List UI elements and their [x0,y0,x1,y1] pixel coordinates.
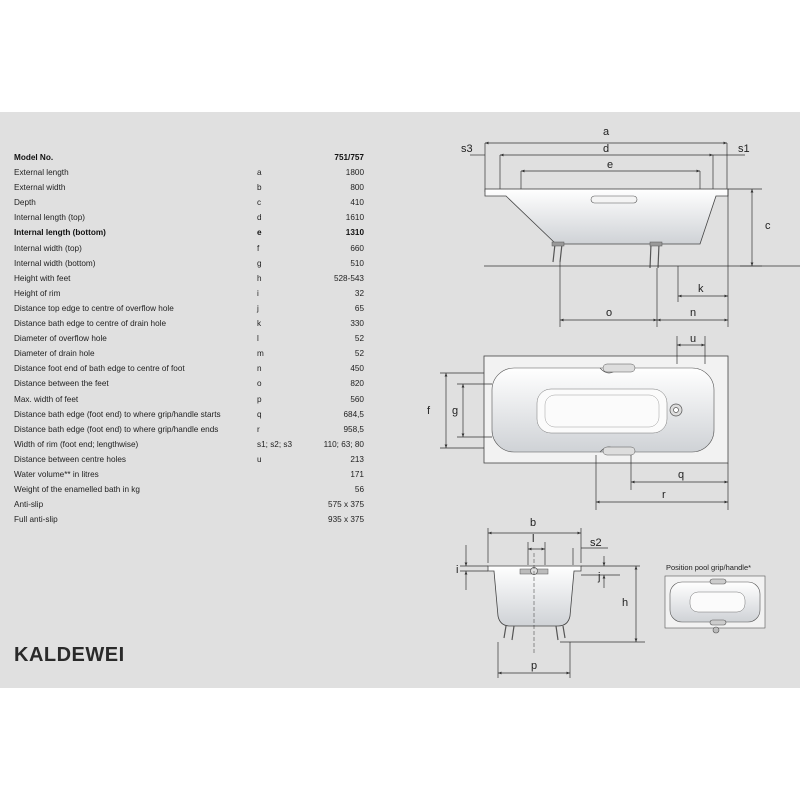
spec-symbol: d [257,213,262,223]
dim-label-s1: s1 [738,143,750,155]
dim-label-l: l [532,533,535,545]
spec-value: 575 x 375 [328,500,364,510]
dim-label-i: i [456,564,459,576]
spec-symbol: m [257,349,264,359]
spec-label: Distance between centre holes [14,454,126,464]
pool-grip-caption: Position pool grip/handle* [666,563,752,572]
spec-label: Internal length (top) [14,213,86,223]
spec-value: 510 [350,258,364,268]
pool-grip-thumbnail [665,576,765,633]
side-view [470,143,800,327]
spec-symbol: f [257,243,260,253]
spec-label: Width of rim (foot end; lengthwise) [14,439,139,449]
spec-symbol: c [257,198,262,208]
spec-value: 56 [354,485,364,495]
spec-label: Depth [14,198,36,208]
spec-value: 1310 [345,228,364,238]
spec-label: Distance bath edge to centre of drain hole [14,319,167,329]
spec-value: 560 [350,394,364,404]
spec-value: 32 [354,288,364,298]
spec-value: 52 [354,334,364,344]
spec-label: Distance foot end of bath edge to centre of foot [14,364,185,374]
dim-label-g: g [452,405,459,417]
dim-label-d: d [602,143,610,155]
dim-label-a: a [602,126,610,138]
spec-symbol: r [257,424,260,434]
dim-label-f: f [427,405,431,417]
spec-header-value: 751/757 [334,153,364,162]
end-view [460,528,645,678]
spec-label: External width [14,183,66,193]
dim-label-e: e [606,159,614,171]
spec-label: Full anti-slip [14,515,58,525]
spec-symbol: b [257,183,262,193]
spec-label: Internal width (top) [14,243,82,253]
dim-label-c: c [765,220,771,232]
spec-value: 213 [350,454,364,464]
spec-label: Distance bath edge (foot end) to where grip/handle starts [14,409,221,419]
spec-label: Max. width of feet [14,394,79,404]
spec-label: Diameter of overflow hole [14,334,107,344]
dim-label-s2: s2 [590,537,602,549]
spec-symbol: s1; s2; s3 [257,439,293,449]
spec-symbol: i [257,288,259,298]
dim-label-p: p [531,660,538,672]
spec-value: 65 [354,303,364,313]
spec-value: 660 [350,243,364,253]
spec-label: Height of rim [14,288,61,298]
spec-label: External length [14,168,69,178]
dim-label-u: u [690,333,697,345]
spec-symbol: q [257,409,262,419]
spec-symbol: h [257,273,262,283]
spec-value: 1800 [345,168,364,178]
spec-symbol: a [257,168,262,178]
spec-value: 684,5 [343,409,364,419]
dim-label-k: k [698,283,704,295]
spec-label: Diameter of drain hole [14,349,95,359]
spec-label: Distance bath edge (foot end) to where grip/handle ends [14,424,219,434]
spec-label: Height with feet [14,273,71,283]
dim-label-j: j [598,571,601,583]
spec-value: 171 [350,469,364,479]
spec-label: Anti-slip [14,500,44,510]
spec-value: 935 x 375 [328,515,364,525]
spec-symbol: u [257,454,262,464]
dim-label-s3: s3 [461,143,473,155]
spec-value: 330 [350,319,364,329]
spec-header-label: Model No. [14,153,54,162]
spec-symbol: j [257,303,259,313]
spec-value: 52 [354,349,364,359]
spec-label: Weight of the enamelled bath in kg [14,485,140,495]
top-view [440,336,728,510]
spec-symbol: n [257,364,262,374]
spec-label: Internal width (bottom) [14,258,96,268]
spec-value: 958,5 [343,424,364,434]
spec-value: 450 [350,364,364,374]
spec-symbol: p [257,394,262,404]
dim-label-n: n [690,307,697,319]
spec-label: Water volume** in litres [14,469,99,479]
spec-label: Distance top edge to centre of overflow hole [14,303,174,313]
spec-symbol: o [257,379,262,389]
spec-label: Distance between the feet [14,379,109,389]
spec-value: 800 [350,183,364,193]
dim-label-b: b [530,517,537,529]
spec-value: 528-543 [333,273,364,283]
spec-symbol: l [257,334,259,344]
spec-label: Internal length (bottom) [14,228,106,238]
brand-logo: KALDEWEI [14,644,125,666]
spec-value: 820 [350,379,364,389]
spec-symbol: g [257,258,262,268]
dim-label-r: r [662,489,666,501]
dim-label-q: q [678,469,685,481]
dim-label-o: o [606,307,613,319]
dim-label-h: h [622,597,629,609]
spec-value: 110; 63; 80 [323,439,364,449]
spec-symbol: e [257,228,262,238]
spec-symbol: k [257,319,262,329]
spec-value: 410 [350,198,364,208]
spec-value: 1610 [345,213,364,223]
